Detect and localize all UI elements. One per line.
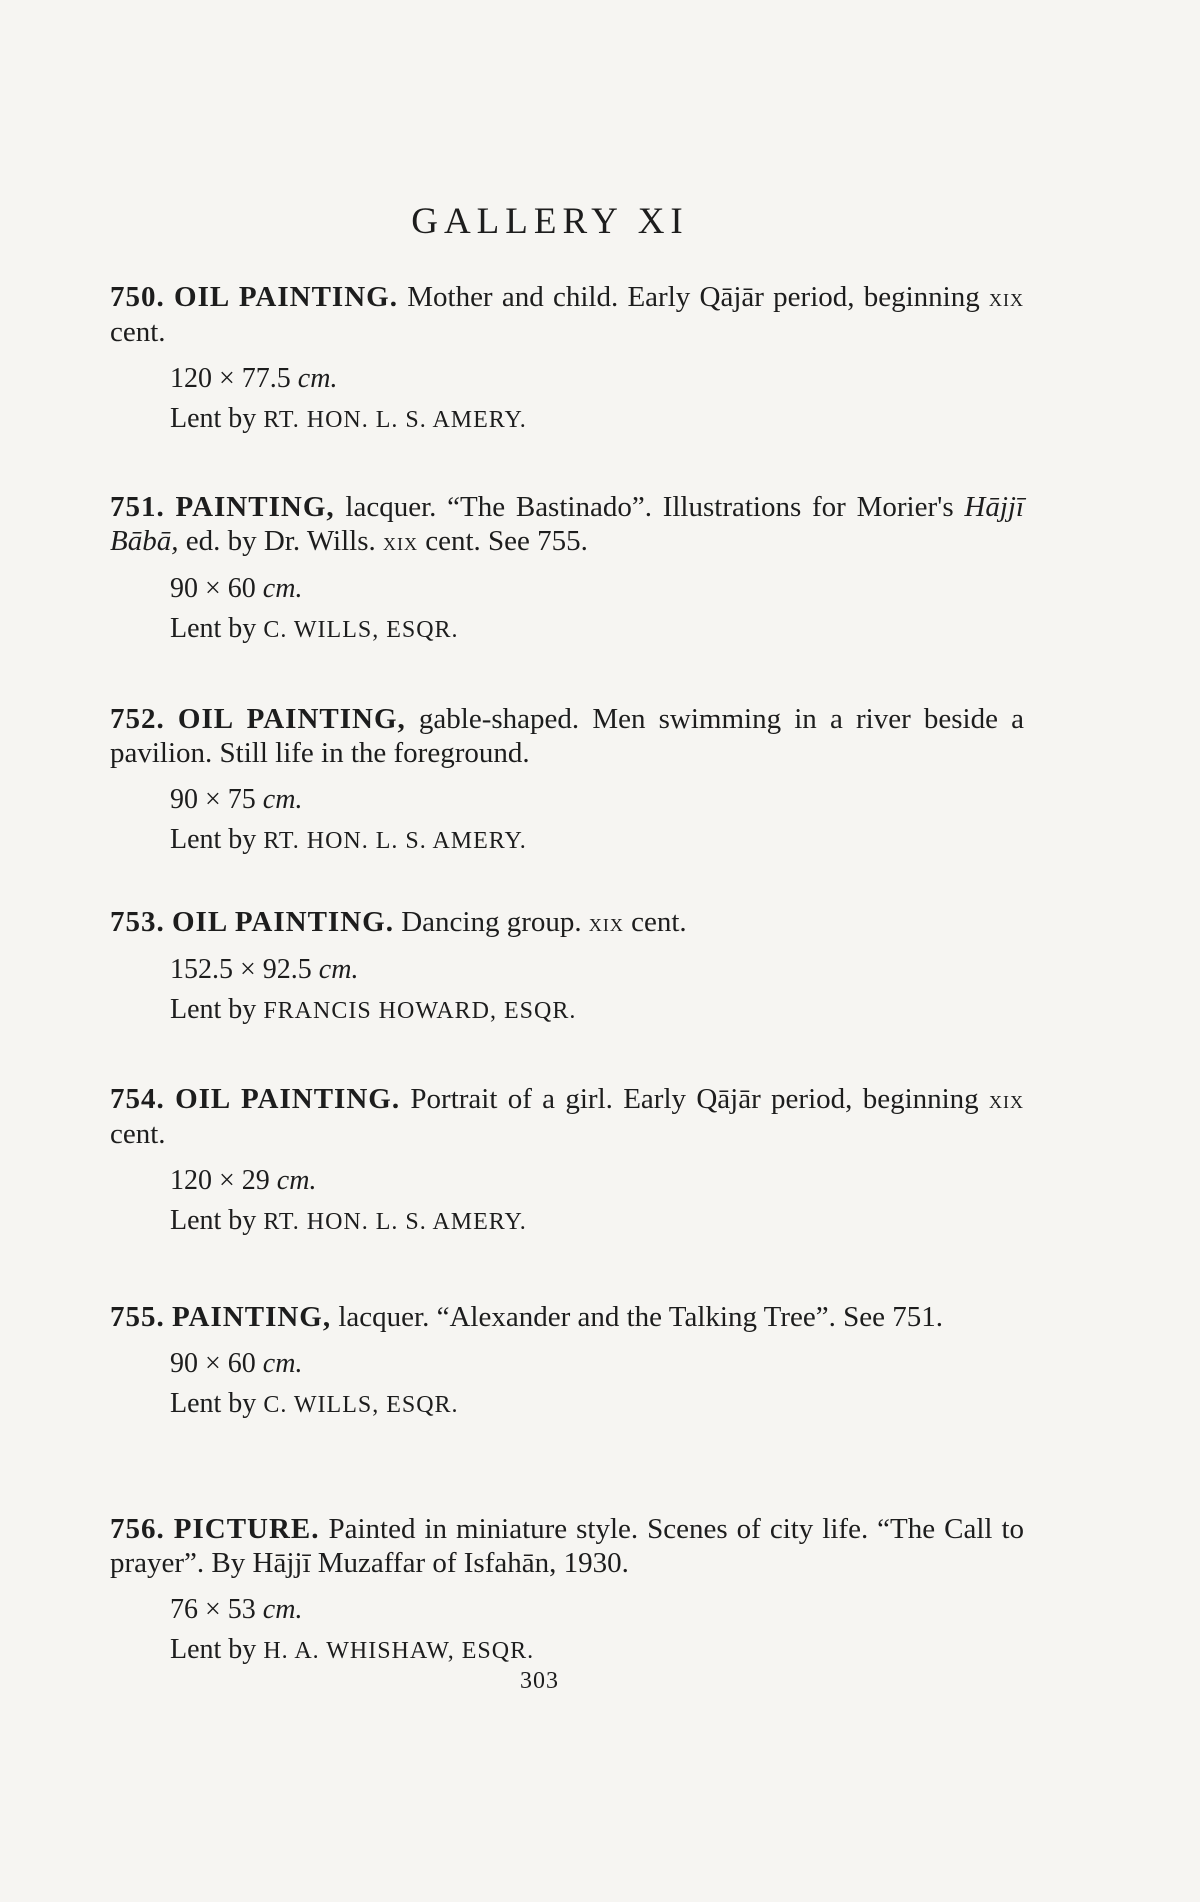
- catalogue-entry-753: [110, 905, 1024, 1029]
- entry-title-italic: Hājjī Bābā,: [110, 491, 1024, 557]
- lender-name: C. WILLS, ESQR.: [263, 1392, 459, 1418]
- entry-description-end: cent. See 755.: [417, 525, 588, 557]
- entry-kind: PAINTING,: [175, 491, 335, 523]
- entry-description-end: cent.: [110, 1118, 166, 1150]
- dimension-value: 120 × 29: [170, 1165, 270, 1196]
- entry-heading: [110, 490, 1024, 559]
- entry-lender-line: [170, 611, 1024, 648]
- entry-number: 754.: [110, 1083, 165, 1115]
- lender-name: RT. HON. L. S. AMERY.: [263, 407, 527, 433]
- lender-name: RT. HON. L. S. AMERY.: [263, 1209, 527, 1235]
- entry-heading: [110, 1512, 1024, 1580]
- lender-name: H. A. WHISHAW, ESQR.: [263, 1638, 535, 1664]
- entry-number: 752.: [110, 703, 165, 735]
- entry-description: lacquer. “Alexander and the Talking Tree”. See 751.: [331, 1301, 944, 1333]
- entry-description: Portrait of a girl. Early Qājār period, beginning: [400, 1083, 990, 1115]
- entry-heading: [110, 280, 1024, 349]
- entry-number: 756.: [110, 1513, 165, 1545]
- lent-prefix: Lent by: [170, 824, 264, 855]
- lent-prefix: Lent by: [170, 1388, 264, 1419]
- entry-lender-line: [170, 992, 1024, 1029]
- lent-prefix: Lent by: [170, 403, 264, 434]
- catalogue-entry-750: [110, 280, 1024, 438]
- dimension-value: 90 × 60: [170, 1348, 256, 1379]
- entry-century: xix: [989, 283, 1024, 312]
- entry-lender-line: [170, 401, 1024, 438]
- entry-dimensions: [170, 1346, 1024, 1382]
- entry-description-end: cent.: [110, 316, 166, 348]
- entry-heading: [110, 702, 1024, 770]
- dimension-value: 120 × 77.5: [170, 363, 291, 394]
- dimension-value: 90 × 60: [170, 573, 256, 604]
- entry-dimensions: [170, 952, 1024, 988]
- entry-lender-line: [170, 1203, 1024, 1240]
- entry-heading: [110, 905, 1024, 940]
- entry-kind: PICTURE.: [173, 1513, 320, 1545]
- dimension-unit: cm.: [262, 1594, 303, 1625]
- entry-description-mid: ed. by Dr. Wills.: [178, 525, 383, 557]
- lender-name: C. WILLS, ESQR.: [263, 617, 459, 643]
- dimension-unit: cm.: [262, 1348, 303, 1379]
- entry-dimensions: [170, 1163, 1024, 1199]
- entry-description: Dancing group.: [393, 906, 589, 938]
- dimension-unit: cm.: [276, 1165, 317, 1196]
- entry-dimensions: [170, 571, 1024, 607]
- entry-number: 750.: [110, 281, 165, 313]
- dimension-unit: cm.: [262, 573, 303, 604]
- entry-century: xix: [989, 1085, 1025, 1114]
- entry-description-end: cent.: [623, 906, 687, 938]
- entry-kind: OIL PAINTING.: [174, 281, 398, 313]
- page-title: GALLERY XI: [411, 201, 689, 242]
- entry-lender-line: [170, 1386, 1024, 1423]
- entry-number: 753.: [110, 906, 165, 938]
- dimension-value: 76 × 53: [170, 1594, 256, 1625]
- entry-lender-line: [170, 822, 1024, 859]
- dimension-unit: cm.: [262, 784, 303, 815]
- entry-century: xix: [382, 527, 418, 556]
- entry-kind: OIL PAINTING.: [175, 1083, 401, 1115]
- entry-number: 755.: [110, 1301, 165, 1333]
- catalogue-entry-751: [110, 490, 1024, 648]
- catalogue-entry-752: [110, 702, 1024, 859]
- catalogue-entry-755: [110, 1300, 1024, 1423]
- lent-prefix: Lent by: [170, 613, 264, 644]
- dimension-unit: cm.: [318, 954, 359, 985]
- lent-prefix: Lent by: [170, 1205, 264, 1236]
- entry-heading: [110, 1300, 1024, 1334]
- entry-kind: PAINTING,: [172, 1301, 332, 1333]
- dimension-unit: cm.: [297, 363, 338, 394]
- lender-name: RT. HON. L. S. AMERY.: [263, 828, 527, 854]
- entry-number: 751.: [110, 491, 165, 523]
- entry-description: Painted in miniature style. Scenes of city life. “The Call to prayer”. By Hājjī Muzaffar of Isfahān, 1930.: [110, 1513, 1025, 1579]
- entry-dimensions: [170, 1592, 1024, 1628]
- entry-description: gable-shaped. Men swimming in a river beside a pavilion. Still life in the foreground.: [110, 703, 1024, 769]
- entry-dimensions: [170, 361, 1024, 397]
- entry-lender-line: [170, 1632, 1024, 1669]
- entry-century: xix: [588, 908, 624, 937]
- lender-name: FRANCIS HOWARD, ESQR.: [263, 998, 577, 1024]
- dimension-value: 90 × 75: [170, 784, 256, 815]
- entry-heading: [110, 1082, 1024, 1151]
- dimension-value: 152.5 × 92.5: [170, 954, 312, 985]
- entry-description: Mother and child. Early Qājār period, beginning: [397, 281, 989, 313]
- entry-kind: OIL PAINTING.: [172, 906, 394, 938]
- catalogue-entry-754: [110, 1082, 1024, 1240]
- catalogue-entry-756: [110, 1512, 1024, 1669]
- lent-prefix: Lent by: [170, 994, 264, 1025]
- entry-kind: OIL PAINTING,: [177, 703, 406, 735]
- entry-dimensions: [170, 782, 1024, 818]
- page-number: 303: [520, 1668, 559, 1694]
- lent-prefix: Lent by: [170, 1634, 264, 1665]
- entry-description: lacquer. “The Bastinado”. Illustrations for Morier's: [334, 491, 965, 523]
